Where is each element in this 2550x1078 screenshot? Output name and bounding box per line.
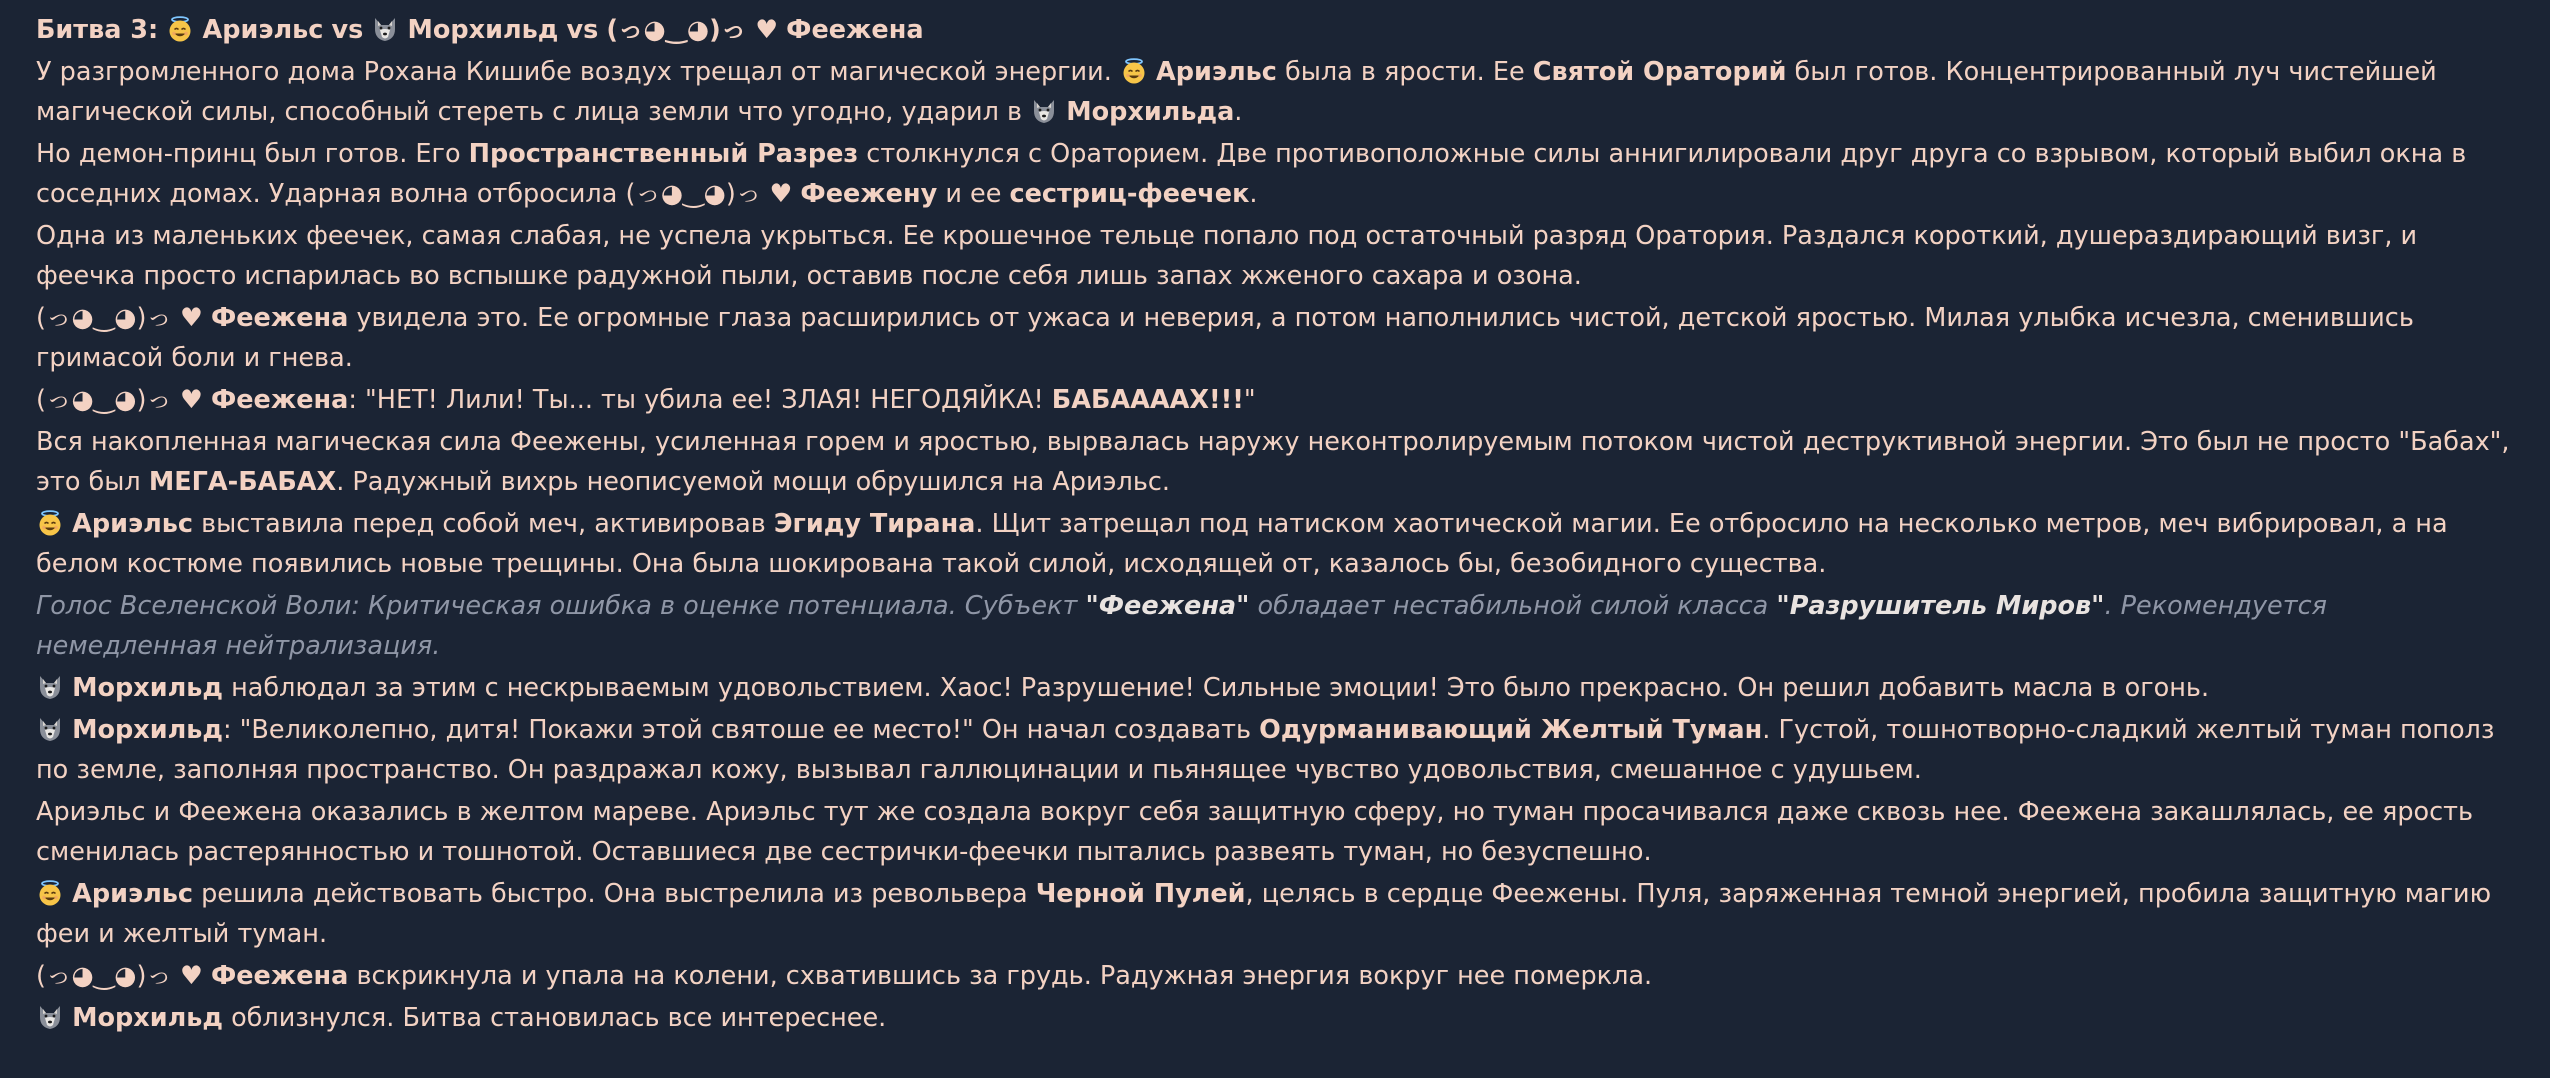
- name-ariels: Ариэльс: [72, 509, 193, 539]
- paragraph-3: [36, 216, 2514, 296]
- paragraph-5: [36, 380, 2514, 420]
- text: . Радужный вихрь неописуемой мощи обрушился на Ариэльс.: [336, 467, 1170, 497]
- text: ": [1243, 385, 1256, 415]
- text: Одна из маленьких феечек, самая слабая, не успела укрыться. Ее крошечное тельце попало под остаточный разряд Оратория. Раздался короткий, душераздирающий визг, и феечка просто испарилась во вспышке радужной пыли, оставив после себя лишь запах жженого сахара и озона.: [36, 221, 2418, 291]
- paragraph-10: [36, 710, 2514, 790]
- text: облизнулся. Битва становилась все интереснее.: [222, 1003, 887, 1033]
- ability-name: МЕГА-БАБАХ: [148, 467, 337, 497]
- text: увидела это. Ее огромные глаза расширились от ужаса и неверия, а потом наполнились чистой, детской яростью. Милая улыбка исчезла, сменившись гримасой боли и гнева.: [36, 303, 2414, 373]
- vs-label: vs: [331, 15, 364, 45]
- text: вскрикнула и упала на колени, схватившись за грудь. Радужная энергия вокруг нее померкла.: [348, 961, 1653, 991]
- fairy-face: (っ◕‿◕)っ ♥: [625, 179, 793, 209]
- smiling-face-with-halo-icon: [166, 15, 194, 43]
- text: был готов. Концентрированный луч чистейшей магической силы, способный стереть с лица земли что угодно, ударил в: [36, 57, 2437, 127]
- smiling-face-with-halo-icon: [36, 509, 64, 537]
- name-ariels: Ариэльс: [72, 879, 193, 909]
- name-morkhild: Морхильд: [72, 1003, 223, 1033]
- ability-name: Святой Ораторий: [1532, 57, 1787, 87]
- text: : "Великолепно, дитя! Покажи этой святоше ее место!" Он начал создавать: [222, 715, 1260, 745]
- wolf-face-icon: [371, 15, 399, 43]
- text: выставила перед собой меч, активировав: [193, 509, 774, 539]
- fairy-face: (っ◕‿◕)っ ♥: [36, 961, 203, 991]
- smiling-face-with-halo-icon: [1120, 57, 1148, 85]
- subject-name: "Феежена": [1085, 591, 1250, 621]
- shout: БАБААААХ!!!: [1051, 385, 1244, 415]
- vs-label: vs: [566, 15, 599, 45]
- paragraph-14: [36, 998, 2514, 1038]
- text: была в ярости. Ее: [1276, 57, 1533, 87]
- paragraph-9: [36, 668, 2514, 708]
- text: наблюдал за этим с нескрываемым удовольствием. Хаос! Разрушение! Сильные эмоции! Это было прекрасно. Он решил добавить масла в огонь.: [222, 673, 2210, 703]
- wolf-face-icon: [36, 1003, 64, 1031]
- name-ariels: Ариэльс: [202, 15, 324, 45]
- name-morkhild: Морхильд: [72, 673, 223, 703]
- text: Голос Вселенской Воли: Критическая ошибка в оценке потенциала. Субъект: [36, 591, 1086, 621]
- fairy-face: (っ◕‿◕)っ ♥: [606, 15, 779, 45]
- text: , целясь в сердце Феежены. Пуля, заряженная темной энергией, пробила защитную магию феи и желтый туман.: [36, 879, 2492, 949]
- text: . Щит затрещал под натиском хаотической магии. Ее отбросило на несколько метров, меч вибрировал, а на белом костюме появились новые трещины. Она была шокирована такой силой, исходящей от, казалось бы, безобидного существа.: [36, 509, 2448, 579]
- text: Ариэльс и Феежена оказались в желтом мареве. Ариэльс тут же создала вокруг себя защитную сферу, но туман просачивался даже сквозь нее. Феежена закашлялась, ее ярость сменилась растерянностью и тошнотой. Оставшиеся две сестрички-феечки пытались развеять туман, но безуспешно.: [36, 797, 2474, 867]
- text: .: [1249, 179, 1258, 209]
- text: и ее: [937, 179, 1010, 209]
- name-morkhild-gen: Морхильда: [1066, 97, 1235, 127]
- name-feezhena-acc: Феежену: [800, 179, 938, 209]
- text: обладает нестабильной силой класса: [1249, 591, 1777, 621]
- fairy-face: (っ◕‿◕)っ ♥: [36, 303, 203, 333]
- name-feezhena: Феежена: [210, 303, 349, 333]
- ability-name: Пространственный Разрез: [468, 139, 859, 169]
- paragraph-13: [36, 956, 2514, 996]
- text: .: [1234, 97, 1243, 127]
- name-morkhild: Морхильд: [407, 15, 559, 45]
- wolf-face-icon: [36, 715, 64, 743]
- system-voice-paragraph: [36, 586, 2514, 666]
- paragraph-1: [36, 52, 2514, 132]
- ability-name: Одурманивающий Желтый Туман: [1259, 715, 1763, 745]
- paragraph-2: [36, 134, 2514, 214]
- ability-name: Эгиду Тирана: [773, 509, 976, 539]
- text: . Рекомендуется немедленная нейтрализация.: [36, 591, 2327, 661]
- ability-name: Черной Пулей: [1035, 879, 1246, 909]
- fairy-face: (っ◕‿◕)っ ♥: [36, 385, 203, 415]
- power-class: "Разрушитель Миров": [1776, 591, 2105, 621]
- paragraph-12: [36, 874, 2514, 954]
- wolf-face-icon: [36, 673, 64, 701]
- paragraph-7: [36, 504, 2514, 584]
- text: У разгромленного дома Рохана Кишибе воздух трещал от магической энергии.: [36, 57, 1120, 87]
- name-feezhena: Феежена: [210, 385, 349, 415]
- wolf-face-icon: [1030, 97, 1058, 125]
- battle-title: [36, 10, 2514, 50]
- paragraph-6: [36, 422, 2514, 502]
- text: Но демон-принц был готов. Его: [36, 139, 469, 169]
- name-feezhena: Феежена: [786, 15, 924, 45]
- text: : "НЕТ! Лили! Ты... ты убила ее! ЗЛАЯ! НЕГОДЯЙКА!: [348, 385, 1052, 415]
- text: Вся накопленная магическая сила Феежены, усиленная горем и яростью, вырвалась наружу неконтролируемым потоком чистой деструктивной энергии. Это был не просто "Бабах", это был: [36, 427, 2510, 497]
- smiling-face-with-halo-icon: [36, 879, 64, 907]
- paragraph-4: [36, 298, 2514, 378]
- name-morkhild: Морхильд: [72, 715, 223, 745]
- paragraph-11: [36, 792, 2514, 872]
- fairy-sisters: сестриц-феечек: [1009, 179, 1250, 209]
- text: столкнулся с Ораторием. Две противоположные силы аннигилировали друг друга со взрывом, который выбил окна в соседних домах. Ударная волна отбросила: [36, 139, 2467, 209]
- name-ariels: Ариэльс: [1156, 57, 1277, 87]
- text: . Густой, тошнотворно-сладкий желтый туман пополз по земле, заполняя пространство. Он раздражал кожу, вызывал галлюцинации и пьянящее чувство удовольствия, смешанное с удушьем.: [36, 715, 2495, 785]
- text: решила действовать быстро. Она выстрелила из револьвера: [193, 879, 1036, 909]
- name-feezhena: Феежена: [210, 961, 349, 991]
- title-prefix: Битва 3:: [36, 15, 159, 45]
